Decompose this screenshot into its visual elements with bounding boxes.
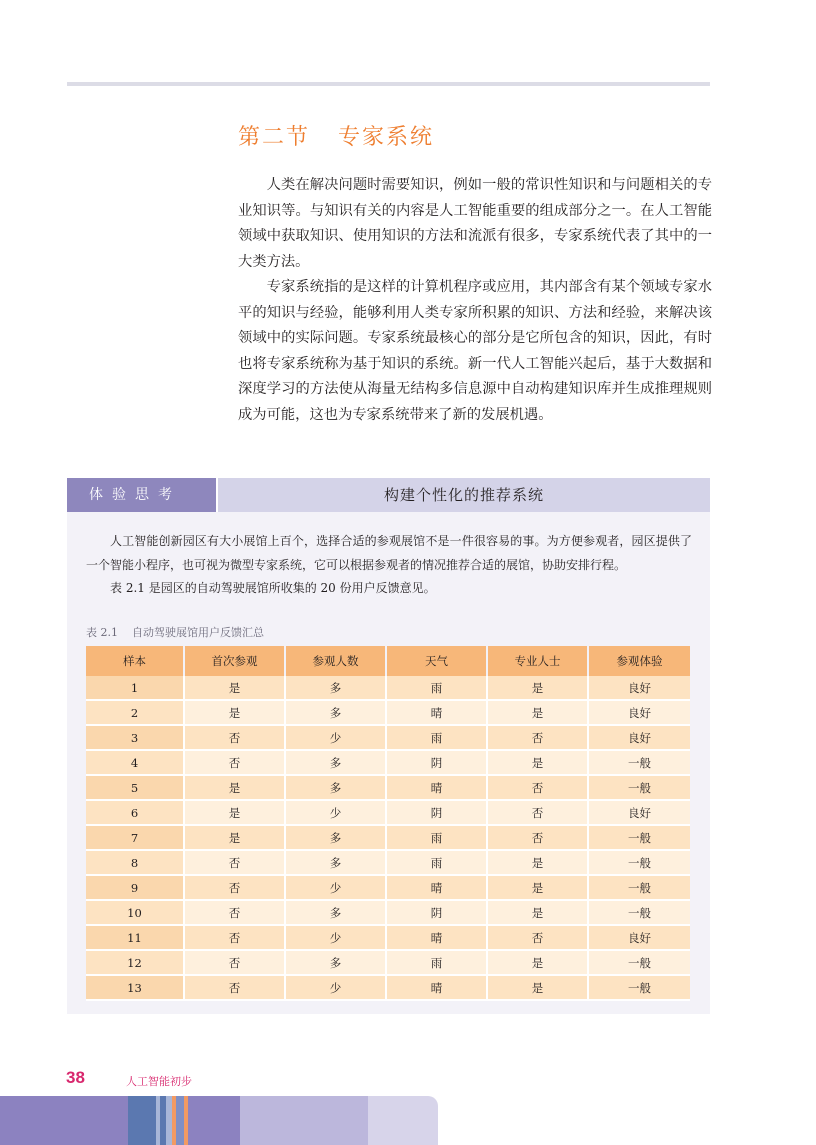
table-cell: 晴	[386, 775, 487, 800]
table-cell: 否	[487, 925, 588, 950]
table-cell: 良好	[588, 925, 690, 950]
table-cell: 是	[487, 875, 588, 900]
table-row	[86, 975, 690, 1000]
table-cell: 少	[285, 925, 386, 950]
activity-box-header	[67, 478, 710, 512]
table-row	[86, 950, 690, 975]
table-cell: 一般	[588, 975, 690, 1000]
table-cell-sample: 2	[86, 700, 184, 725]
table-cell: 一般	[588, 850, 690, 875]
body-paragraph: 人类在解决问题时需要知识，例如一般的常识性知识和与问题相关的专业知识等。与知识有关的内容是人工智能重要的组成部分之一。在人工智能领域中获取知识、使用知识的方法和流派有很多，专家系统代表了其中的一大类方法。	[238, 177, 712, 270]
table-cell: 晴	[386, 700, 487, 725]
table-cell: 是	[487, 900, 588, 925]
activity-box-text	[86, 530, 692, 601]
table-cell: 晴	[386, 925, 487, 950]
table-cell: 否	[184, 900, 285, 925]
top-rule	[67, 82, 710, 86]
table-cell: 否	[184, 950, 285, 975]
activity-paragraph: 表 2.1 是园区的自动驾驶展馆所收集的 20 份用户反馈意见。	[110, 581, 436, 595]
table-row	[86, 925, 690, 950]
table-cell: 多	[285, 900, 386, 925]
table-cell-sample: 7	[86, 825, 184, 850]
table-header-cell: 样本	[86, 646, 184, 676]
table-cell: 少	[285, 800, 386, 825]
table-cell: 良好	[588, 725, 690, 750]
table-cell: 是	[487, 850, 588, 875]
table-cell: 阴	[386, 900, 487, 925]
footer-decoration	[0, 1096, 438, 1145]
table-cell: 一般	[588, 775, 690, 800]
body-paragraph: 专家系统指的是这样的计算机程序或应用，其内部含有某个领域专家水平的知识与经验，能够利用人类专家所积累的知识、方法和经验，来解决该领域中的实际问题。专家系统最核心的部分是它所包含的知识，因此，有时也将专家系统称为基于知识的系统。新一代人工智能兴起后，基于大数据和深度学习的方法使从海量无结构多信息源中自动构建知识库并生成推理规则成为可能，这也为专家系统带来了新的发展机遇。	[238, 279, 712, 423]
table-cell: 否	[487, 825, 588, 850]
table-cell: 晴	[386, 875, 487, 900]
table-header-cell: 天气	[386, 646, 487, 676]
table-cell: 一般	[588, 900, 690, 925]
table-cell-sample: 3	[86, 725, 184, 750]
table-row	[86, 825, 690, 850]
table-cell: 阴	[386, 800, 487, 825]
table-header-row	[86, 646, 690, 676]
table-cell: 一般	[588, 875, 690, 900]
feedback-table	[86, 646, 690, 1001]
table-cell: 少	[285, 725, 386, 750]
table-cell-sample: 12	[86, 950, 184, 975]
table-row	[86, 775, 690, 800]
table-cell: 良好	[588, 676, 690, 700]
table-cell: 良好	[588, 800, 690, 825]
table-header-cell: 参观体验	[588, 646, 690, 676]
table-cell: 一般	[588, 825, 690, 850]
table-cell: 阴	[386, 750, 487, 775]
table-row	[86, 800, 690, 825]
section-name: 专家系统	[338, 125, 435, 150]
table-cell-sample: 10	[86, 900, 184, 925]
table-cell-sample: 5	[86, 775, 184, 800]
table-row	[86, 850, 690, 875]
table-header-cell: 首次参观	[184, 646, 285, 676]
table-cell: 多	[285, 825, 386, 850]
table-row	[86, 875, 690, 900]
table-cell: 否	[184, 975, 285, 1000]
table-cell: 否	[487, 800, 588, 825]
table-body	[86, 676, 690, 1000]
table-cell-sample: 4	[86, 750, 184, 775]
table-cell: 是	[487, 975, 588, 1000]
table-cell: 少	[285, 975, 386, 1000]
table-cell: 多	[285, 676, 386, 700]
table-cell: 是	[487, 950, 588, 975]
table-cell-sample: 11	[86, 925, 184, 950]
section-title	[238, 120, 434, 151]
table-cell: 多	[285, 950, 386, 975]
table-cell: 良好	[588, 700, 690, 725]
body-text	[238, 173, 712, 428]
table-cell-sample: 13	[86, 975, 184, 1000]
table-row	[86, 700, 690, 725]
table-cell: 是	[184, 825, 285, 850]
activity-box-title: 构建个性化的推荐系统	[218, 478, 710, 512]
table-cell: 是	[487, 700, 588, 725]
table-cell: 雨	[386, 950, 487, 975]
table-row	[86, 900, 690, 925]
table-row	[86, 676, 690, 700]
page-number: 38	[66, 1068, 85, 1087]
table-cell: 否	[184, 750, 285, 775]
table-header-cell: 专业人士	[487, 646, 588, 676]
table-cell: 否	[487, 725, 588, 750]
table-caption-label: 表 2.1	[86, 626, 118, 639]
table-header-cell: 参观人数	[285, 646, 386, 676]
table-cell: 多	[285, 700, 386, 725]
table-cell: 少	[285, 875, 386, 900]
running-title: 人工智能初步	[126, 1075, 192, 1088]
table-cell: 多	[285, 775, 386, 800]
table-cell: 是	[184, 700, 285, 725]
activity-box-tag: 体验思考	[67, 478, 216, 512]
table-cell: 雨	[386, 850, 487, 875]
table-cell: 是	[184, 800, 285, 825]
table-cell: 是	[487, 676, 588, 700]
table-cell: 否	[184, 875, 285, 900]
table-cell: 一般	[588, 750, 690, 775]
table-caption	[86, 624, 264, 640]
table-row	[86, 725, 690, 750]
table-cell: 否	[487, 775, 588, 800]
activity-paragraph: 人工智能创新园区有大小展馆上百个，选择合适的参观展馆不是一件很容易的事。为方便参观者，园区提供了一个智能小程序，也可视为微型专家系统，它可以根据参观者的情况推荐合适的展馆，协助安排行程。	[86, 534, 692, 572]
table-cell: 否	[184, 725, 285, 750]
table-cell: 雨	[386, 725, 487, 750]
table-cell: 雨	[386, 825, 487, 850]
table-cell: 一般	[588, 950, 690, 975]
table-cell: 否	[184, 850, 285, 875]
table-row	[86, 750, 690, 775]
table-cell: 晴	[386, 975, 487, 1000]
table-cell: 是	[487, 750, 588, 775]
table-cell: 雨	[386, 676, 487, 700]
table-cell: 多	[285, 750, 386, 775]
table-caption-text: 自动驾驶展馆用户反馈汇总	[132, 626, 264, 639]
table-cell: 是	[184, 775, 285, 800]
table-cell: 是	[184, 676, 285, 700]
table-cell-sample: 8	[86, 850, 184, 875]
table-cell-sample: 1	[86, 676, 184, 700]
table-cell: 多	[285, 850, 386, 875]
table-cell-sample: 6	[86, 800, 184, 825]
table-cell: 否	[184, 925, 285, 950]
section-number: 第二节	[238, 125, 311, 150]
table-cell-sample: 9	[86, 875, 184, 900]
